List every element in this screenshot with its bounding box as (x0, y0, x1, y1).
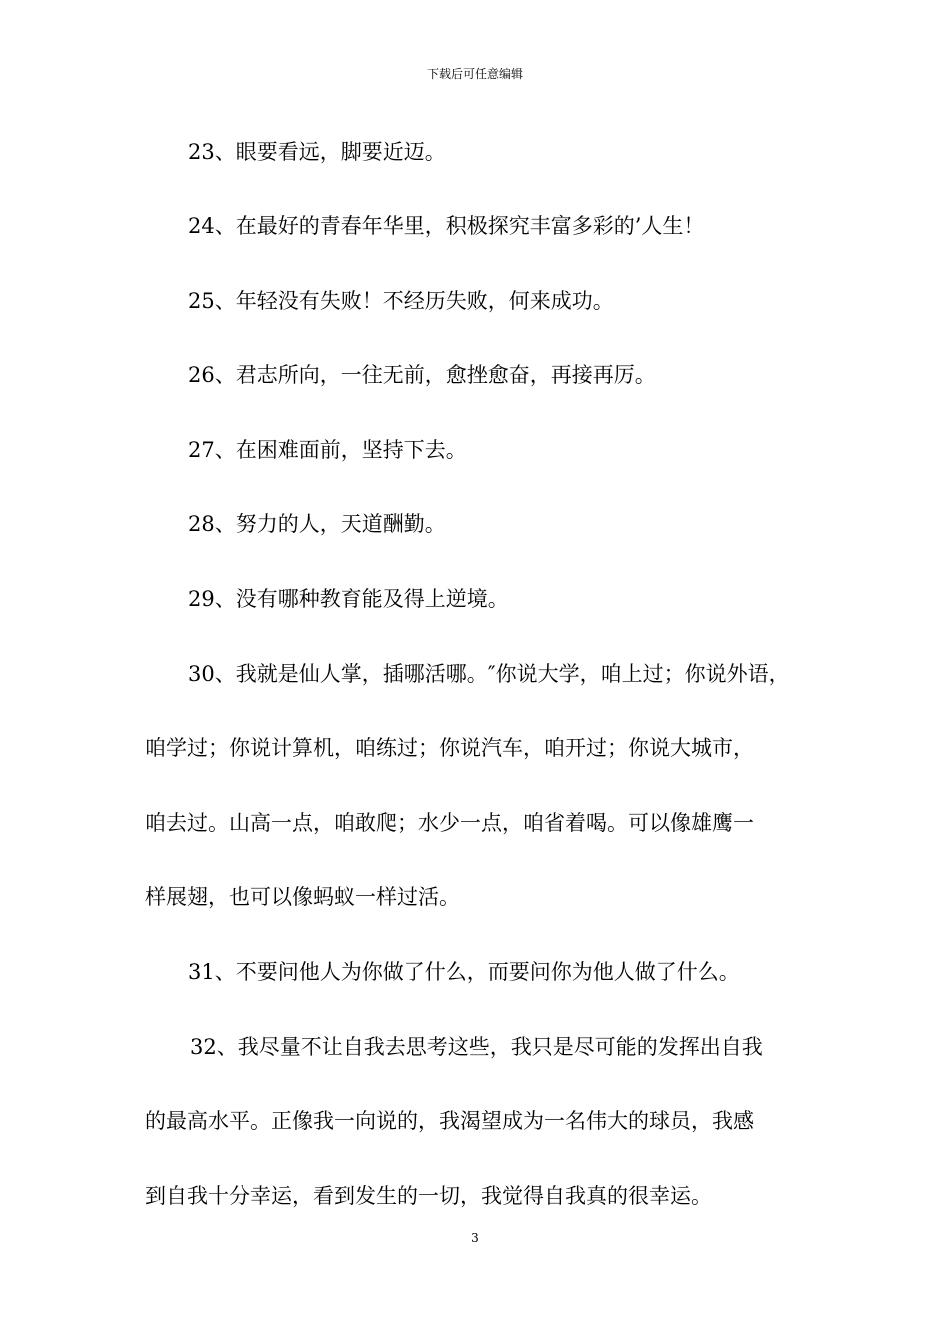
text-line: 样展翅，也可以像蚂蚁一样过活。 (145, 885, 460, 909)
text-line: 31、不要问他人为你做了什么，而要问你为他人做了什么。 (188, 960, 740, 984)
text-line: 25、年轻没有失败！不经历失败，何来成功。 (188, 289, 614, 313)
text-line: 23、眼要看远，脚要近迈。 (188, 140, 446, 164)
text-line: 29、没有哪种教育能及得上逆境。 (188, 587, 509, 611)
text-line: 28、努力的人，天道酬勤。 (188, 512, 446, 536)
text-line: 咱去过。山高一点，咱敢爬；水少一点，咱省着喝。可以像雄鹰一 (145, 811, 754, 835)
text-line: 30、我就是仙人掌，插哪活哪。″你说大学，咱上过；你说外语， (188, 662, 790, 686)
text-line: 32、我尽量不让自我去思考这些，我只是尽可能的发挥出自我 (190, 1035, 763, 1059)
page-header: 下载后可任意编辑 (426, 67, 523, 81)
text-line: 26、君志所向，一往无前，愈挫愈奋，再接再厉。 (188, 363, 656, 387)
text-line: 的最高水平。正像我一向说的，我渴望成为一名伟大的球员，我感 (145, 1109, 754, 1133)
text-line: 27、在困难面前，坚持下去。 (188, 438, 467, 462)
text-line: 咱学过；你说计算机，咱练过；你说汽车，咱开过；你说大城市， (145, 736, 754, 760)
text-line: 到自我十分幸运，看到发生的一切，我觉得自我真的很幸运。 (145, 1184, 712, 1208)
page-number: 3 (471, 1231, 479, 1245)
text-line: 24、在最好的青春年华里，积极探究丰富多彩的’人生！ (188, 214, 705, 238)
